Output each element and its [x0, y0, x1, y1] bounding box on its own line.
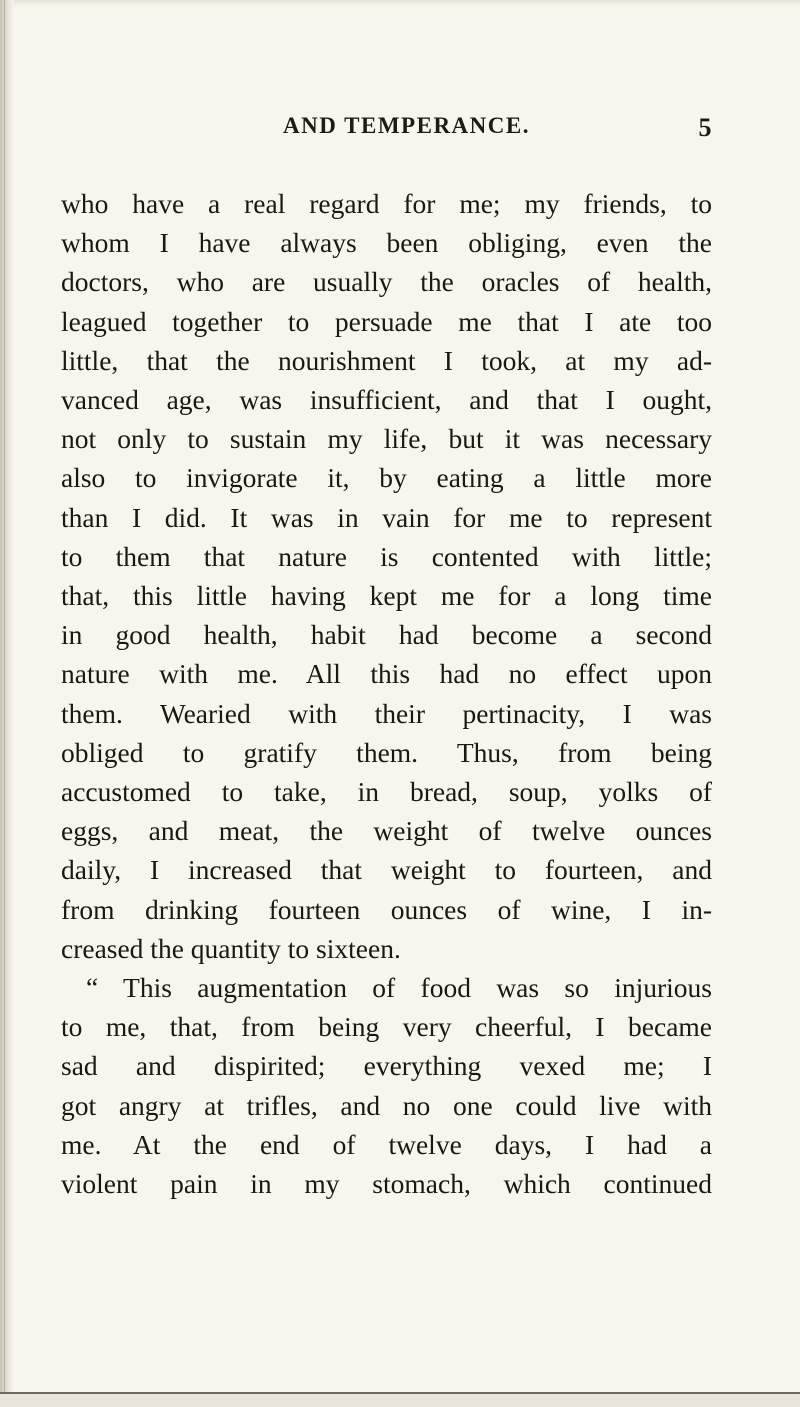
paragraph-end-line: creased the quantity to sixteen. [61, 932, 401, 964]
page-number: 5 [698, 113, 713, 142]
binding-gutter-shadow [0, 0, 14, 1407]
text-line: than I did. It was in vain for me to represent [61, 501, 712, 533]
text-line: got angry at trifles, and no one could live with [61, 1089, 712, 1121]
text-line: whom I have always been obliging, even the [61, 227, 712, 259]
text-line: to me, that, from being very cheerful, I became [61, 1011, 712, 1043]
page-bottom-band [0, 1394, 800, 1407]
text-line: doctors, who are usually the oracles of health, [61, 266, 712, 298]
binding-gutter-line [4, 0, 5, 1407]
text-line: that, this little having kept me for a long time [61, 580, 712, 612]
text-line: me. At the end of twelve days, I had a [61, 1128, 712, 1160]
text-line: to them that nature is contented with little; [61, 540, 712, 572]
text-line: daily, I increased that weight to fourteen, and [61, 854, 712, 886]
text-line: obliged to gratify them. Thus, from being [61, 736, 712, 768]
running-title: AND TEMPERANCE. [283, 113, 530, 138]
text-line: accustomed to take, in bread, soup, yolks of [61, 776, 712, 808]
text-line: who have a real regard for me; my friends, to [61, 188, 712, 219]
paragraph-start-line: “ This augmentation of food was so injurious [86, 972, 712, 1004]
text-line: not only to sustain my life, but it was necessary [61, 423, 712, 455]
text-line: violent pain in my stomach, which continued [61, 1168, 712, 1200]
text-line: from drinking fourteen ounces of wine, I in- [61, 893, 712, 925]
text-line: little, that the nourishment I took, at my ad- [61, 344, 712, 376]
text-line: vanced age, was insufficient, and that I ought, [61, 384, 712, 416]
running-header [283, 113, 713, 147]
text-line: in good health, habit had become a second [61, 619, 712, 651]
text-line: sad and dispirited; everything vexed me; I [61, 1050, 712, 1082]
text-line: them. Wearied with their pertinacity, I was [61, 697, 712, 729]
text-line: leagued together to persuade me that I ate too [61, 305, 712, 337]
text-line: also to invigorate it, by eating a little more [61, 462, 712, 494]
text-line: eggs, and meat, the weight of twelve ounces [61, 815, 712, 847]
text-line: nature with me. All this had no effect upon [61, 658, 712, 690]
body-text [61, 184, 712, 1203]
page-top-edge [0, 0, 800, 6]
